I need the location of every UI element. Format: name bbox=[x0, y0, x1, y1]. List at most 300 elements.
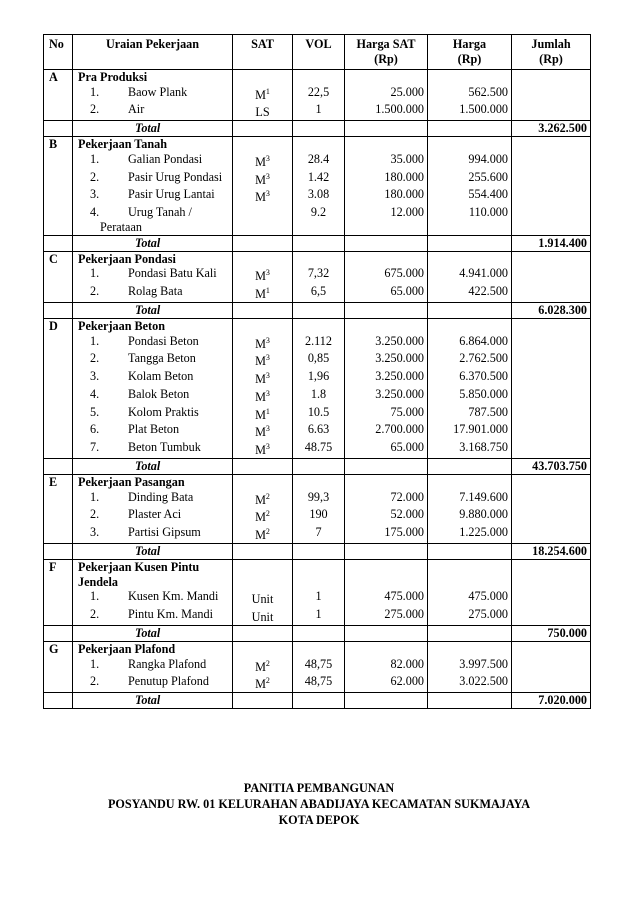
item-description bbox=[73, 589, 233, 607]
empty-cell bbox=[233, 302, 293, 318]
header-sat: SAT bbox=[233, 35, 293, 70]
total-label: Total bbox=[135, 121, 161, 136]
header-jumlah bbox=[512, 35, 591, 70]
section-total: 6.028.300 bbox=[512, 302, 591, 318]
item-volume: 1.8 bbox=[293, 387, 345, 405]
item-volume: 48,75 bbox=[293, 657, 345, 675]
item-line bbox=[78, 102, 144, 116]
section-title-text: Pekerjaan Plafond bbox=[78, 641, 176, 656]
item-description bbox=[73, 187, 233, 205]
item-line bbox=[78, 440, 201, 454]
empty-cell bbox=[44, 543, 73, 559]
item-label: Pasir Urug Pondasi bbox=[128, 169, 223, 184]
item-volume: 48,75 bbox=[293, 674, 345, 692]
item-unit-price: 2.700.000 bbox=[345, 422, 428, 440]
item-unit-price: 65.000 bbox=[345, 284, 428, 302]
item-volume: 190 bbox=[293, 507, 345, 525]
item-unit bbox=[233, 85, 293, 103]
item-price: 3.997.500 bbox=[428, 657, 512, 675]
item-unit-text: M bbox=[255, 659, 266, 674]
item-label: Balok Beton bbox=[128, 386, 190, 401]
item-price: 255.600 bbox=[428, 170, 512, 188]
item-unit-price: 675.000 bbox=[345, 266, 428, 284]
empty-cell bbox=[293, 543, 345, 559]
empty-cell bbox=[512, 440, 591, 458]
item-description bbox=[73, 102, 233, 120]
section-total: 43.703.750 bbox=[512, 458, 591, 474]
section-total-row bbox=[44, 121, 591, 137]
item-number: 7. bbox=[90, 440, 100, 455]
item-unit-price: 75.000 bbox=[345, 405, 428, 423]
item-line bbox=[78, 387, 189, 401]
item-volume: 1 bbox=[293, 607, 345, 625]
section-code: C bbox=[44, 251, 73, 266]
table-row bbox=[44, 405, 591, 423]
item-unit bbox=[233, 657, 293, 675]
empty-cell bbox=[512, 102, 591, 120]
empty-cell bbox=[512, 507, 591, 525]
section-title-text: Pekerjaan Pondasi bbox=[78, 251, 176, 266]
empty-cell bbox=[428, 474, 512, 489]
section-total: 750.000 bbox=[512, 625, 591, 641]
table-row bbox=[44, 102, 591, 120]
empty-cell bbox=[512, 559, 591, 589]
empty-cell bbox=[44, 351, 73, 369]
item-line bbox=[78, 170, 222, 184]
item-unit-power: 3 bbox=[265, 442, 270, 452]
item-unit-power: 3 bbox=[265, 424, 270, 434]
item-number: 1. bbox=[90, 489, 100, 504]
item-unit-power: 2 bbox=[265, 527, 270, 537]
empty-cell bbox=[345, 235, 428, 251]
item-volume: 99,3 bbox=[293, 490, 345, 508]
item-unit bbox=[233, 102, 293, 120]
empty-cell bbox=[512, 187, 591, 205]
item-label: Pintu Km. Mandi bbox=[128, 607, 213, 622]
total-label: Total bbox=[135, 625, 161, 640]
item-number: 1. bbox=[90, 589, 100, 604]
empty-cell bbox=[512, 351, 591, 369]
empty-cell bbox=[293, 458, 345, 474]
section-title bbox=[73, 474, 233, 489]
item-description bbox=[73, 334, 233, 352]
item-line bbox=[78, 369, 193, 383]
item-unit-text: M bbox=[255, 155, 266, 169]
item-price: 787.500 bbox=[428, 405, 512, 423]
section-title-text: Pekerjaan Beton bbox=[78, 318, 165, 333]
item-price: 6.864.000 bbox=[428, 334, 512, 352]
item-number: 6. bbox=[90, 422, 100, 437]
empty-cell bbox=[44, 458, 73, 474]
section-total: 7.020.000 bbox=[512, 693, 591, 709]
empty-cell bbox=[512, 607, 591, 625]
item-volume: 10.5 bbox=[293, 405, 345, 423]
total-label: Total bbox=[135, 693, 161, 708]
total-label-cell bbox=[73, 235, 233, 251]
empty-cell bbox=[512, 170, 591, 188]
table-row bbox=[44, 607, 591, 625]
item-label: Partisi Gipsum bbox=[128, 525, 201, 540]
empty-cell bbox=[44, 369, 73, 387]
budget-table bbox=[43, 34, 591, 709]
table-row bbox=[44, 440, 591, 458]
empty-cell bbox=[293, 693, 345, 709]
empty-cell bbox=[512, 422, 591, 440]
section-header-row bbox=[44, 70, 591, 85]
empty-cell bbox=[512, 525, 591, 543]
item-volume: 0,85 bbox=[293, 351, 345, 369]
item-unit bbox=[233, 422, 293, 440]
empty-cell bbox=[428, 318, 512, 333]
item-line bbox=[78, 351, 196, 365]
header-harga-sat bbox=[345, 35, 428, 70]
item-volume: 6.63 bbox=[293, 422, 345, 440]
empty-cell bbox=[428, 458, 512, 474]
item-unit-text: M bbox=[255, 336, 266, 351]
item-unit-text: M bbox=[255, 172, 266, 187]
item-price: 17.901.000 bbox=[428, 422, 512, 440]
empty-cell bbox=[512, 251, 591, 266]
item-description bbox=[73, 205, 233, 235]
item-line bbox=[78, 507, 181, 521]
header-harga-unit: (Rp) bbox=[457, 51, 482, 66]
item-description bbox=[73, 674, 233, 692]
item-unit bbox=[233, 674, 293, 692]
item-number: 3. bbox=[90, 187, 100, 202]
section-title bbox=[73, 137, 233, 152]
section-total-row bbox=[44, 543, 591, 559]
item-unit-price: 175.000 bbox=[345, 525, 428, 543]
empty-cell bbox=[512, 70, 591, 85]
empty-cell bbox=[233, 137, 293, 152]
empty-cell bbox=[44, 387, 73, 405]
section-total-row bbox=[44, 302, 591, 318]
item-unit-power: 2 bbox=[265, 509, 270, 519]
item-volume: 6,5 bbox=[293, 284, 345, 302]
item-unit-price: 180.000 bbox=[345, 170, 428, 188]
item-unit-text: Unit bbox=[251, 610, 274, 625]
item-line bbox=[78, 589, 218, 603]
empty-cell bbox=[44, 235, 73, 251]
empty-cell bbox=[428, 625, 512, 641]
item-unit-price: 82.000 bbox=[345, 657, 428, 675]
empty-cell bbox=[44, 657, 73, 675]
item-number: 4. bbox=[90, 386, 100, 401]
empty-cell bbox=[44, 205, 73, 235]
table-row bbox=[44, 152, 591, 170]
table-row bbox=[44, 674, 591, 692]
item-number: 2. bbox=[90, 674, 100, 689]
item-price: 994.000 bbox=[428, 152, 512, 170]
item-unit-text: M bbox=[255, 677, 266, 692]
table-row bbox=[44, 657, 591, 675]
total-label-cell bbox=[73, 625, 233, 641]
item-unit-power: 2 bbox=[265, 676, 270, 686]
total-label: Total bbox=[135, 543, 161, 558]
item-unit-power: 1 bbox=[265, 286, 270, 296]
item-unit bbox=[233, 387, 293, 405]
total-label: Total bbox=[135, 235, 161, 250]
item-unit bbox=[233, 589, 293, 607]
item-volume: 1 bbox=[293, 102, 345, 120]
empty-cell bbox=[293, 137, 345, 152]
item-unit bbox=[233, 205, 293, 235]
empty-cell bbox=[44, 187, 73, 205]
item-line bbox=[78, 152, 202, 166]
section-header-row bbox=[44, 559, 591, 589]
item-number: 2. bbox=[90, 507, 100, 522]
item-unit-text: M bbox=[255, 492, 266, 507]
section-code: G bbox=[44, 641, 73, 656]
item-unit-power: 1 bbox=[265, 406, 270, 416]
item-description bbox=[73, 152, 233, 170]
item-description bbox=[73, 507, 233, 525]
item-price: 422.500 bbox=[428, 284, 512, 302]
item-line bbox=[78, 85, 187, 99]
item-unit-power: 3 bbox=[265, 153, 270, 163]
table-body bbox=[44, 70, 591, 709]
item-unit bbox=[233, 334, 293, 352]
empty-cell bbox=[428, 70, 512, 85]
header-jumlah-label: Jumlah bbox=[531, 37, 571, 51]
item-unit-power: 3 bbox=[265, 371, 270, 381]
table-row bbox=[44, 387, 591, 405]
section-title bbox=[73, 251, 233, 266]
section-total: 3.262.500 bbox=[512, 121, 591, 137]
item-unit-text: Unit bbox=[251, 592, 274, 607]
item-price: 3.168.750 bbox=[428, 440, 512, 458]
empty-cell bbox=[512, 284, 591, 302]
item-number: 2. bbox=[90, 169, 100, 184]
section-code: F bbox=[44, 559, 73, 589]
item-label: Galian Pondasi bbox=[128, 151, 203, 166]
table-row bbox=[44, 284, 591, 302]
item-line bbox=[78, 266, 217, 280]
item-number: 1. bbox=[90, 151, 100, 166]
item-label: Dinding Bata bbox=[128, 489, 194, 504]
empty-cell bbox=[233, 235, 293, 251]
item-label: Rangka Plafond bbox=[128, 656, 207, 671]
empty-cell bbox=[44, 693, 73, 709]
item-label: Pondasi Beton bbox=[128, 333, 199, 348]
item-line bbox=[78, 187, 215, 201]
section-total-row bbox=[44, 235, 591, 251]
item-unit bbox=[233, 490, 293, 508]
table-row bbox=[44, 170, 591, 188]
empty-cell bbox=[428, 121, 512, 137]
item-unit-text: M bbox=[255, 269, 266, 284]
section-header-row bbox=[44, 318, 591, 333]
item-unit-price: 3.250.000 bbox=[345, 351, 428, 369]
empty-cell bbox=[233, 458, 293, 474]
empty-cell bbox=[44, 507, 73, 525]
item-line bbox=[78, 490, 193, 504]
item-description bbox=[73, 490, 233, 508]
item-unit-power: 3 bbox=[265, 335, 270, 345]
item-unit-price: 25.000 bbox=[345, 85, 428, 103]
item-unit-price: 3.250.000 bbox=[345, 369, 428, 387]
item-price: 9.880.000 bbox=[428, 507, 512, 525]
empty-cell bbox=[428, 137, 512, 152]
item-volume: 22,5 bbox=[293, 85, 345, 103]
item-unit-price: 3.250.000 bbox=[345, 334, 428, 352]
empty-cell bbox=[345, 70, 428, 85]
empty-cell bbox=[293, 641, 345, 656]
empty-cell bbox=[293, 251, 345, 266]
table-row bbox=[44, 266, 591, 284]
item-number: 2. bbox=[90, 351, 100, 366]
item-unit-text: M bbox=[255, 407, 266, 422]
section-code: A bbox=[44, 70, 73, 85]
empty-cell bbox=[512, 266, 591, 284]
empty-cell bbox=[345, 318, 428, 333]
empty-cell bbox=[512, 641, 591, 656]
item-line bbox=[78, 334, 199, 348]
item-description bbox=[73, 387, 233, 405]
total-label-cell bbox=[73, 121, 233, 137]
total-label-cell bbox=[73, 543, 233, 559]
item-price: 562.500 bbox=[428, 85, 512, 103]
item-price: 475.000 bbox=[428, 589, 512, 607]
table-row bbox=[44, 369, 591, 387]
section-header-row bbox=[44, 474, 591, 489]
empty-cell bbox=[345, 251, 428, 266]
item-description bbox=[73, 422, 233, 440]
header-uraian: Uraian Pekerjaan bbox=[73, 35, 233, 70]
item-line bbox=[78, 284, 183, 298]
empty-cell bbox=[44, 490, 73, 508]
empty-cell bbox=[44, 422, 73, 440]
empty-cell bbox=[512, 334, 591, 352]
section-header-row bbox=[44, 641, 591, 656]
item-line bbox=[78, 422, 179, 436]
empty-cell bbox=[512, 490, 591, 508]
empty-cell bbox=[512, 85, 591, 103]
item-line bbox=[78, 525, 201, 539]
item-label: Baow Plank bbox=[128, 84, 188, 99]
item-volume: 3.08 bbox=[293, 187, 345, 205]
empty-cell bbox=[512, 657, 591, 675]
item-label: Plat Beton bbox=[128, 422, 180, 437]
item-unit-price: 12.000 bbox=[345, 205, 428, 235]
item-label: Kusen Km. Mandi bbox=[128, 589, 219, 604]
empty-cell bbox=[44, 440, 73, 458]
empty-cell bbox=[512, 205, 591, 235]
item-unit bbox=[233, 525, 293, 543]
empty-cell bbox=[345, 543, 428, 559]
empty-cell bbox=[293, 559, 345, 589]
empty-cell bbox=[44, 85, 73, 103]
item-line bbox=[78, 607, 213, 621]
item-unit bbox=[233, 152, 293, 170]
header-row bbox=[44, 35, 591, 70]
table-row bbox=[44, 525, 591, 543]
empty-cell bbox=[233, 121, 293, 137]
item-unit bbox=[233, 369, 293, 387]
empty-cell bbox=[428, 251, 512, 266]
item-description bbox=[73, 607, 233, 625]
empty-cell bbox=[233, 474, 293, 489]
item-unit bbox=[233, 351, 293, 369]
section-header-row bbox=[44, 251, 591, 266]
empty-cell bbox=[345, 474, 428, 489]
item-volume: 1.42 bbox=[293, 170, 345, 188]
empty-cell bbox=[428, 693, 512, 709]
section-title-text: Pekerjaan Pasangan bbox=[78, 474, 185, 489]
total-label: Total bbox=[135, 302, 161, 317]
item-number: 1. bbox=[90, 266, 100, 281]
item-unit-text: M bbox=[255, 389, 266, 404]
section-title-text: Pra Produksi bbox=[78, 70, 148, 84]
section-code: E bbox=[44, 474, 73, 489]
empty-cell bbox=[44, 170, 73, 188]
item-unit-text: M bbox=[255, 87, 266, 102]
empty-cell bbox=[44, 284, 73, 302]
item-unit bbox=[233, 607, 293, 625]
empty-cell bbox=[293, 474, 345, 489]
header-vol: VOL bbox=[293, 35, 345, 70]
item-price: 2.762.500 bbox=[428, 351, 512, 369]
header-harga bbox=[428, 35, 512, 70]
item-unit-power: 3 bbox=[265, 189, 270, 199]
item-label: Pasir Urug Lantai bbox=[128, 187, 215, 202]
item-label: Kolom Praktis bbox=[128, 404, 199, 419]
item-unit-price: 475.000 bbox=[345, 589, 428, 607]
empty-cell bbox=[233, 641, 293, 656]
item-number: 2. bbox=[90, 102, 100, 117]
section-total-row bbox=[44, 458, 591, 474]
empty-cell bbox=[428, 641, 512, 656]
item-unit-price: 275.000 bbox=[345, 607, 428, 625]
empty-cell bbox=[512, 387, 591, 405]
empty-cell bbox=[44, 102, 73, 120]
item-number: 2. bbox=[90, 607, 100, 622]
item-number: 1. bbox=[90, 333, 100, 348]
empty-cell bbox=[44, 266, 73, 284]
empty-cell bbox=[44, 625, 73, 641]
section-title-text-cont: Jendela bbox=[78, 574, 118, 589]
item-line bbox=[78, 405, 199, 419]
empty-cell bbox=[512, 369, 591, 387]
item-unit-price: 62.000 bbox=[345, 674, 428, 692]
empty-cell bbox=[512, 589, 591, 607]
empty-cell bbox=[44, 607, 73, 625]
item-description bbox=[73, 284, 233, 302]
item-price: 1.225.000 bbox=[428, 525, 512, 543]
total-label: Total bbox=[135, 458, 161, 473]
table-row bbox=[44, 507, 591, 525]
empty-cell bbox=[44, 152, 73, 170]
empty-cell bbox=[512, 674, 591, 692]
item-unit bbox=[233, 440, 293, 458]
empty-cell bbox=[512, 137, 591, 152]
footer-organization: POSYANDU RW. 01 KELURAHAN ABADIJAYA KECAMATAN SUKMAJAYA bbox=[107, 797, 531, 811]
item-number: 3. bbox=[90, 369, 100, 384]
item-description bbox=[73, 369, 233, 387]
item-label: Beton Tumbuk bbox=[128, 440, 201, 455]
empty-cell bbox=[44, 334, 73, 352]
item-price: 1.500.000 bbox=[428, 102, 512, 120]
item-unit-price: 72.000 bbox=[345, 490, 428, 508]
item-unit bbox=[233, 507, 293, 525]
empty-cell bbox=[345, 137, 428, 152]
item-line bbox=[78, 205, 192, 219]
table-row bbox=[44, 205, 591, 235]
item-price: 275.000 bbox=[428, 607, 512, 625]
item-volume: 1 bbox=[293, 589, 345, 607]
item-number: 2. bbox=[90, 284, 100, 299]
empty-cell bbox=[428, 235, 512, 251]
